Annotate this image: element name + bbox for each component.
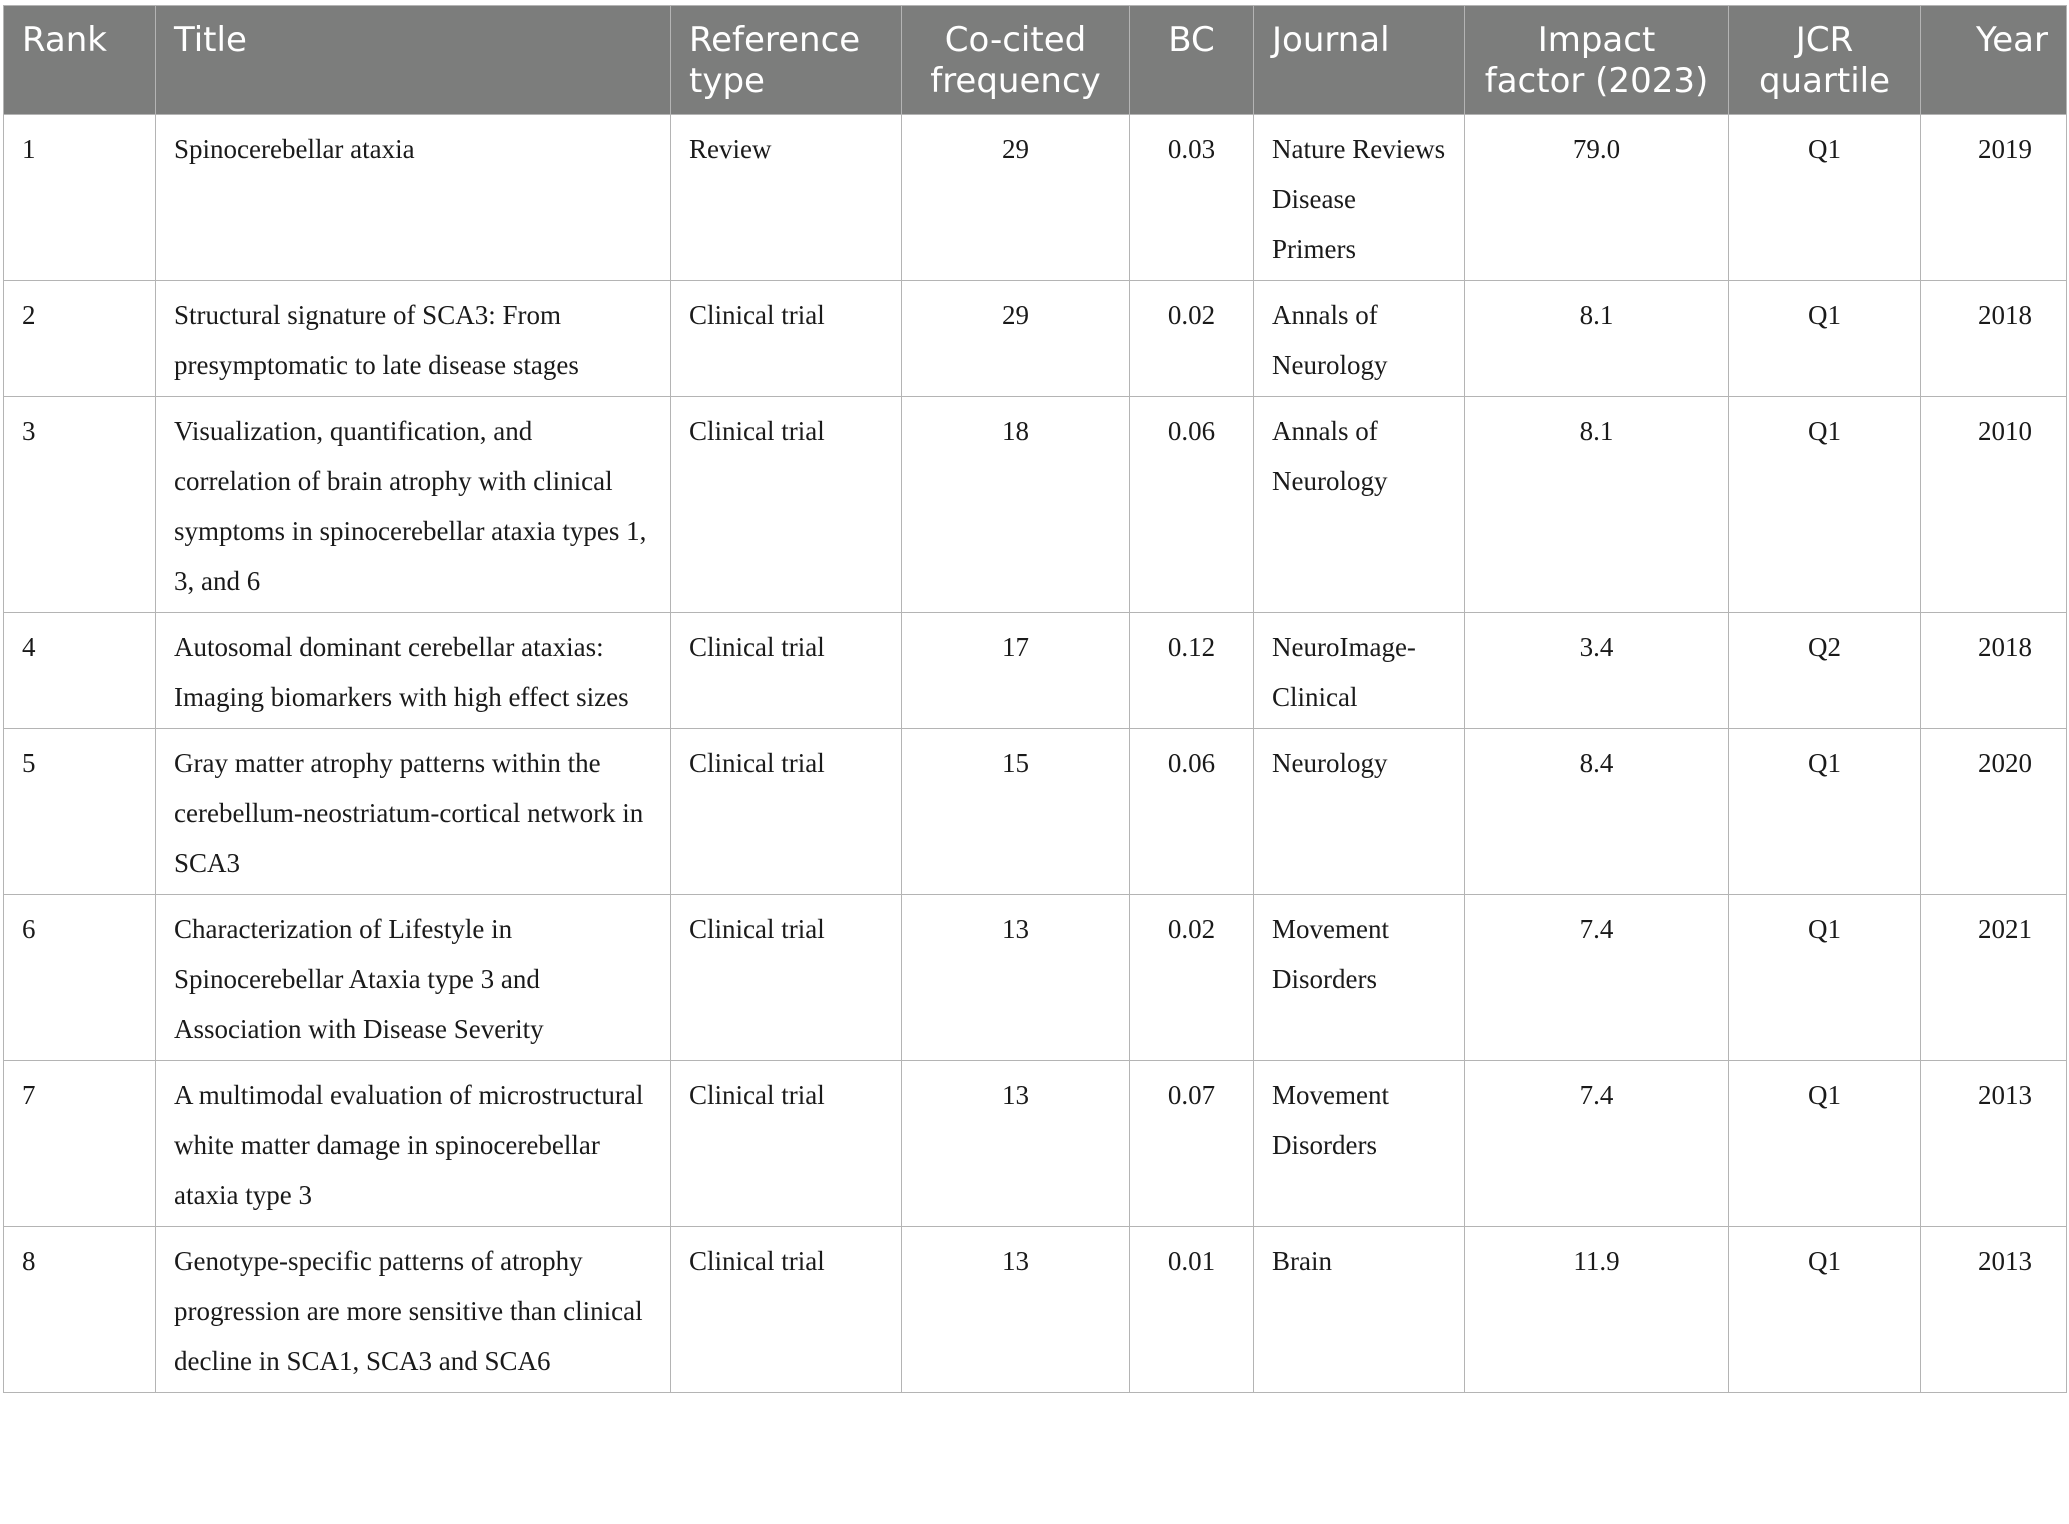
cell-reference-type: Clinical trial (671, 1227, 902, 1393)
cell-reference-type: Clinical trial (671, 1061, 902, 1227)
cell-reference-type: Clinical trial (671, 729, 902, 895)
cell-rank: 4 (4, 613, 156, 729)
header-co-cited-frequency: Co-cited frequency (902, 6, 1130, 115)
cell-rank: 2 (4, 281, 156, 397)
cell-title: Autosomal dominant cerebellar ataxias: Imaging biomarkers with high effect sizes (156, 613, 671, 729)
cell-rank: 3 (4, 397, 156, 613)
cell-title: Gray matter atrophy patterns within the cerebellum-neostriatum-cortical network in SCA3 (156, 729, 671, 895)
table-row (4, 1227, 2067, 1393)
table-row (4, 613, 2067, 729)
cell-reference-type: Clinical trial (671, 613, 902, 729)
cell-reference-type: Clinical trial (671, 397, 902, 613)
table-row (4, 729, 2067, 895)
cell-impact-factor: 3.4 (1465, 613, 1729, 729)
references-table (3, 5, 2067, 1393)
cell-journal: NeuroImage-Clinical (1254, 613, 1465, 729)
cell-co-cited-frequency: 29 (902, 281, 1130, 397)
header-rank: Rank (4, 6, 156, 115)
cell-rank: 5 (4, 729, 156, 895)
cell-journal: Movement Disorders (1254, 1061, 1465, 1227)
cell-reference-type: Clinical trial (671, 281, 902, 397)
cell-reference-type: Clinical trial (671, 895, 902, 1061)
cell-journal: Annals of Neurology (1254, 281, 1465, 397)
cell-jcr-quartile: Q1 (1729, 1061, 1921, 1227)
cell-bc: 0.12 (1130, 613, 1254, 729)
cell-year: 2019 (1921, 115, 2067, 281)
cell-bc: 0.06 (1130, 729, 1254, 895)
cell-title: Spinocerebellar ataxia (156, 115, 671, 281)
cell-jcr-quartile: Q1 (1729, 281, 1921, 397)
cell-co-cited-frequency: 15 (902, 729, 1130, 895)
cell-jcr-quartile: Q1 (1729, 115, 1921, 281)
cell-title: Characterization of Lifestyle in Spinocerebellar Ataxia type 3 and Association with Disease Severity (156, 895, 671, 1061)
cell-journal: Nature Reviews Disease Primers (1254, 115, 1465, 281)
cell-impact-factor: 8.1 (1465, 397, 1729, 613)
cell-year: 2021 (1921, 895, 2067, 1061)
header-title: Title (156, 6, 671, 115)
cell-year: 2020 (1921, 729, 2067, 895)
cell-co-cited-frequency: 13 (902, 1061, 1130, 1227)
cell-jcr-quartile: Q1 (1729, 895, 1921, 1061)
cell-bc: 0.07 (1130, 1061, 1254, 1227)
cell-co-cited-frequency: 13 (902, 895, 1130, 1061)
cell-impact-factor: 8.1 (1465, 281, 1729, 397)
table-row (4, 895, 2067, 1061)
cell-title: Visualization, quantification, and correlation of brain atrophy with clinical symptoms in spinocerebellar ataxia types 1, 3, and 6 (156, 397, 671, 613)
header-impact-factor: Impact factor (2023) (1465, 6, 1729, 115)
cell-journal: Brain (1254, 1227, 1465, 1393)
cell-journal: Annals of Neurology (1254, 397, 1465, 613)
cell-bc: 0.01 (1130, 1227, 1254, 1393)
cell-impact-factor: 79.0 (1465, 115, 1729, 281)
cell-year: 2013 (1921, 1227, 2067, 1393)
cell-journal: Neurology (1254, 729, 1465, 895)
cell-impact-factor: 11.9 (1465, 1227, 1729, 1393)
table-row (4, 1061, 2067, 1227)
cell-year: 2018 (1921, 281, 2067, 397)
cell-reference-type: Review (671, 115, 902, 281)
header-reference-type: Reference type (671, 6, 902, 115)
cell-bc: 0.02 (1130, 895, 1254, 1061)
cell-jcr-quartile: Q2 (1729, 613, 1921, 729)
header-bc: BC (1130, 6, 1254, 115)
cell-rank: 8 (4, 1227, 156, 1393)
cell-rank: 7 (4, 1061, 156, 1227)
cell-rank: 6 (4, 895, 156, 1061)
cell-rank: 1 (4, 115, 156, 281)
header-jcr-quartile: JCR quartile (1729, 6, 1921, 115)
cell-bc: 0.02 (1130, 281, 1254, 397)
header-year: Year (1921, 6, 2067, 115)
cell-impact-factor: 7.4 (1465, 895, 1729, 1061)
header-row (4, 6, 2067, 115)
header-journal: Journal (1254, 6, 1465, 115)
cell-bc: 0.03 (1130, 115, 1254, 281)
cell-co-cited-frequency: 13 (902, 1227, 1130, 1393)
cell-title: A multimodal evaluation of microstructural white matter damage in spinocerebellar ataxia type 3 (156, 1061, 671, 1227)
cell-year: 2018 (1921, 613, 2067, 729)
cell-co-cited-frequency: 29 (902, 115, 1130, 281)
cell-year: 2010 (1921, 397, 2067, 613)
table-row (4, 397, 2067, 613)
table-row (4, 281, 2067, 397)
cell-co-cited-frequency: 18 (902, 397, 1130, 613)
cell-impact-factor: 8.4 (1465, 729, 1729, 895)
table-body (4, 115, 2067, 1393)
cell-impact-factor: 7.4 (1465, 1061, 1729, 1227)
cell-journal: Movement Disorders (1254, 895, 1465, 1061)
cell-year: 2013 (1921, 1061, 2067, 1227)
cell-co-cited-frequency: 17 (902, 613, 1130, 729)
table-row (4, 115, 2067, 281)
cell-jcr-quartile: Q1 (1729, 397, 1921, 613)
cell-title: Structural signature of SCA3: From presymptomatic to late disease stages (156, 281, 671, 397)
cell-bc: 0.06 (1130, 397, 1254, 613)
cell-jcr-quartile: Q1 (1729, 729, 1921, 895)
cell-jcr-quartile: Q1 (1729, 1227, 1921, 1393)
cell-title: Genotype-specific patterns of atrophy progression are more sensitive than clinical decline in SCA1, SCA3 and SCA6 (156, 1227, 671, 1393)
